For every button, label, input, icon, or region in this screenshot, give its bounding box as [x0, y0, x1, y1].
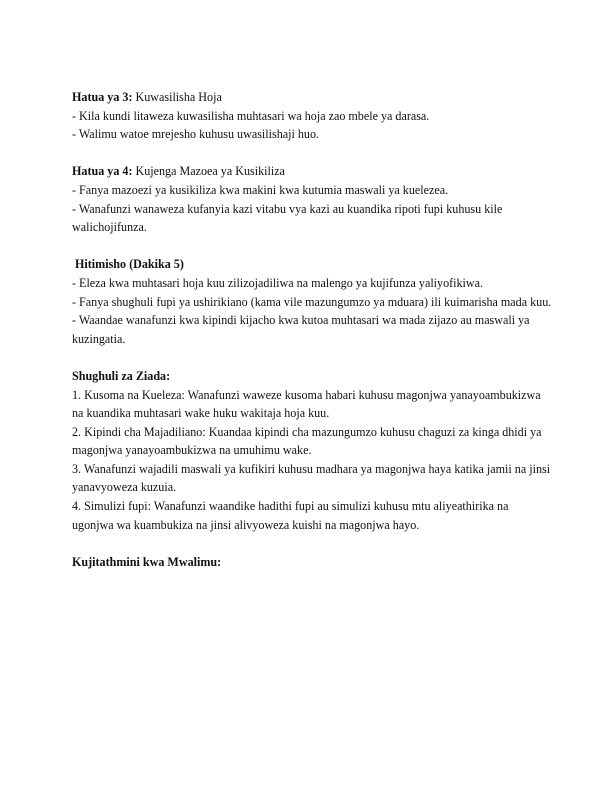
bullet-line: - Waandae wanafunzi kwa kipindi kijacho kwa kutoa muhtasari wa mada zijazo au maswali ya kuzingatia.: [72, 313, 530, 346]
document-page: [72, 88, 552, 590]
section-hatua-4: [72, 162, 552, 236]
bullet-line: - Fanya shughuli fupi ya ushirikiano (kama vile mazungumzo ya mduara) ili kuimarisha mada kuu.: [72, 294, 552, 309]
section-heading: [72, 88, 552, 107]
section-heading: Kujitathmini kwa Mwalimu:: [72, 554, 222, 569]
step-label: Hatua ya 4:: [72, 164, 133, 179]
bullet-line: - Eleza kwa muhtasari hoja kuu zilizojadiliwa na malengo ya kujifunza yaliyofikiwa.: [72, 275, 484, 290]
numbered-item: 3. Wanafunzi wajadili maswali ya kufikiri kuhusu madhara ya magonjwa haya katika jamii na jinsi yanavyoweza kuzuia.: [72, 461, 551, 495]
step-title: Kujenga Mazoea ya Kusikiliza: [132, 164, 285, 179]
section-heading: Hitimisho (Dakika 5): [75, 257, 184, 272]
bullet-line: - Kila kundi litaweza kuwasilisha muhtasari wa hoja zao mbele ya darasa.: [72, 108, 430, 123]
numbered-item: 1. Kusoma na Kueleza: Wanafunzi waweze kusoma habari kuhusu magonjwa yanayoambukizwa na kuandika muhtasari wake huku wakitaja hoja kuu.: [72, 387, 541, 421]
bullet-line: - Walimu watoe mrejesho kuhusu uwasilishaji huo.: [72, 127, 320, 142]
section-shughuli-za-ziada: [72, 367, 552, 534]
section-hatua-3: [72, 88, 552, 144]
step-title: Kuwasilisha Hoja: [132, 90, 222, 104]
section-heading: [72, 162, 552, 181]
step-label: Hatua ya 3:: [72, 90, 133, 104]
bullet-line: - Fanya mazoezi ya kusikiliza kwa makini kwa kutumia maswali ya kuelezea.: [72, 182, 449, 197]
section-hitimisho: [72, 255, 552, 348]
section-kujitathmini: [72, 553, 552, 572]
numbered-item: 2. Kipindi cha Majadiliano: Kuandaa kipindi cha mazungumzo kuhusu chaguzi za kinga dhidi ya magonjwa yanayoambukizwa na umuhimu wake.: [72, 424, 542, 458]
numbered-item: 4. Simulizi fupi: Wanafunzi waandike hadithi fupi au simulizi kuhusu mtu aliyeathirika na ugonjwa wa kuambukiza na jinsi alivyoweza kuishi na magonjwa hayo.: [72, 499, 509, 532]
section-heading: Shughuli za Ziada:: [72, 368, 171, 383]
bullet-line: - Wanafunzi wanaweza kufanyia kazi vitabu vya kazi au kuandika ripoti fupi kuhusu kile walichojifunza.: [72, 201, 503, 235]
